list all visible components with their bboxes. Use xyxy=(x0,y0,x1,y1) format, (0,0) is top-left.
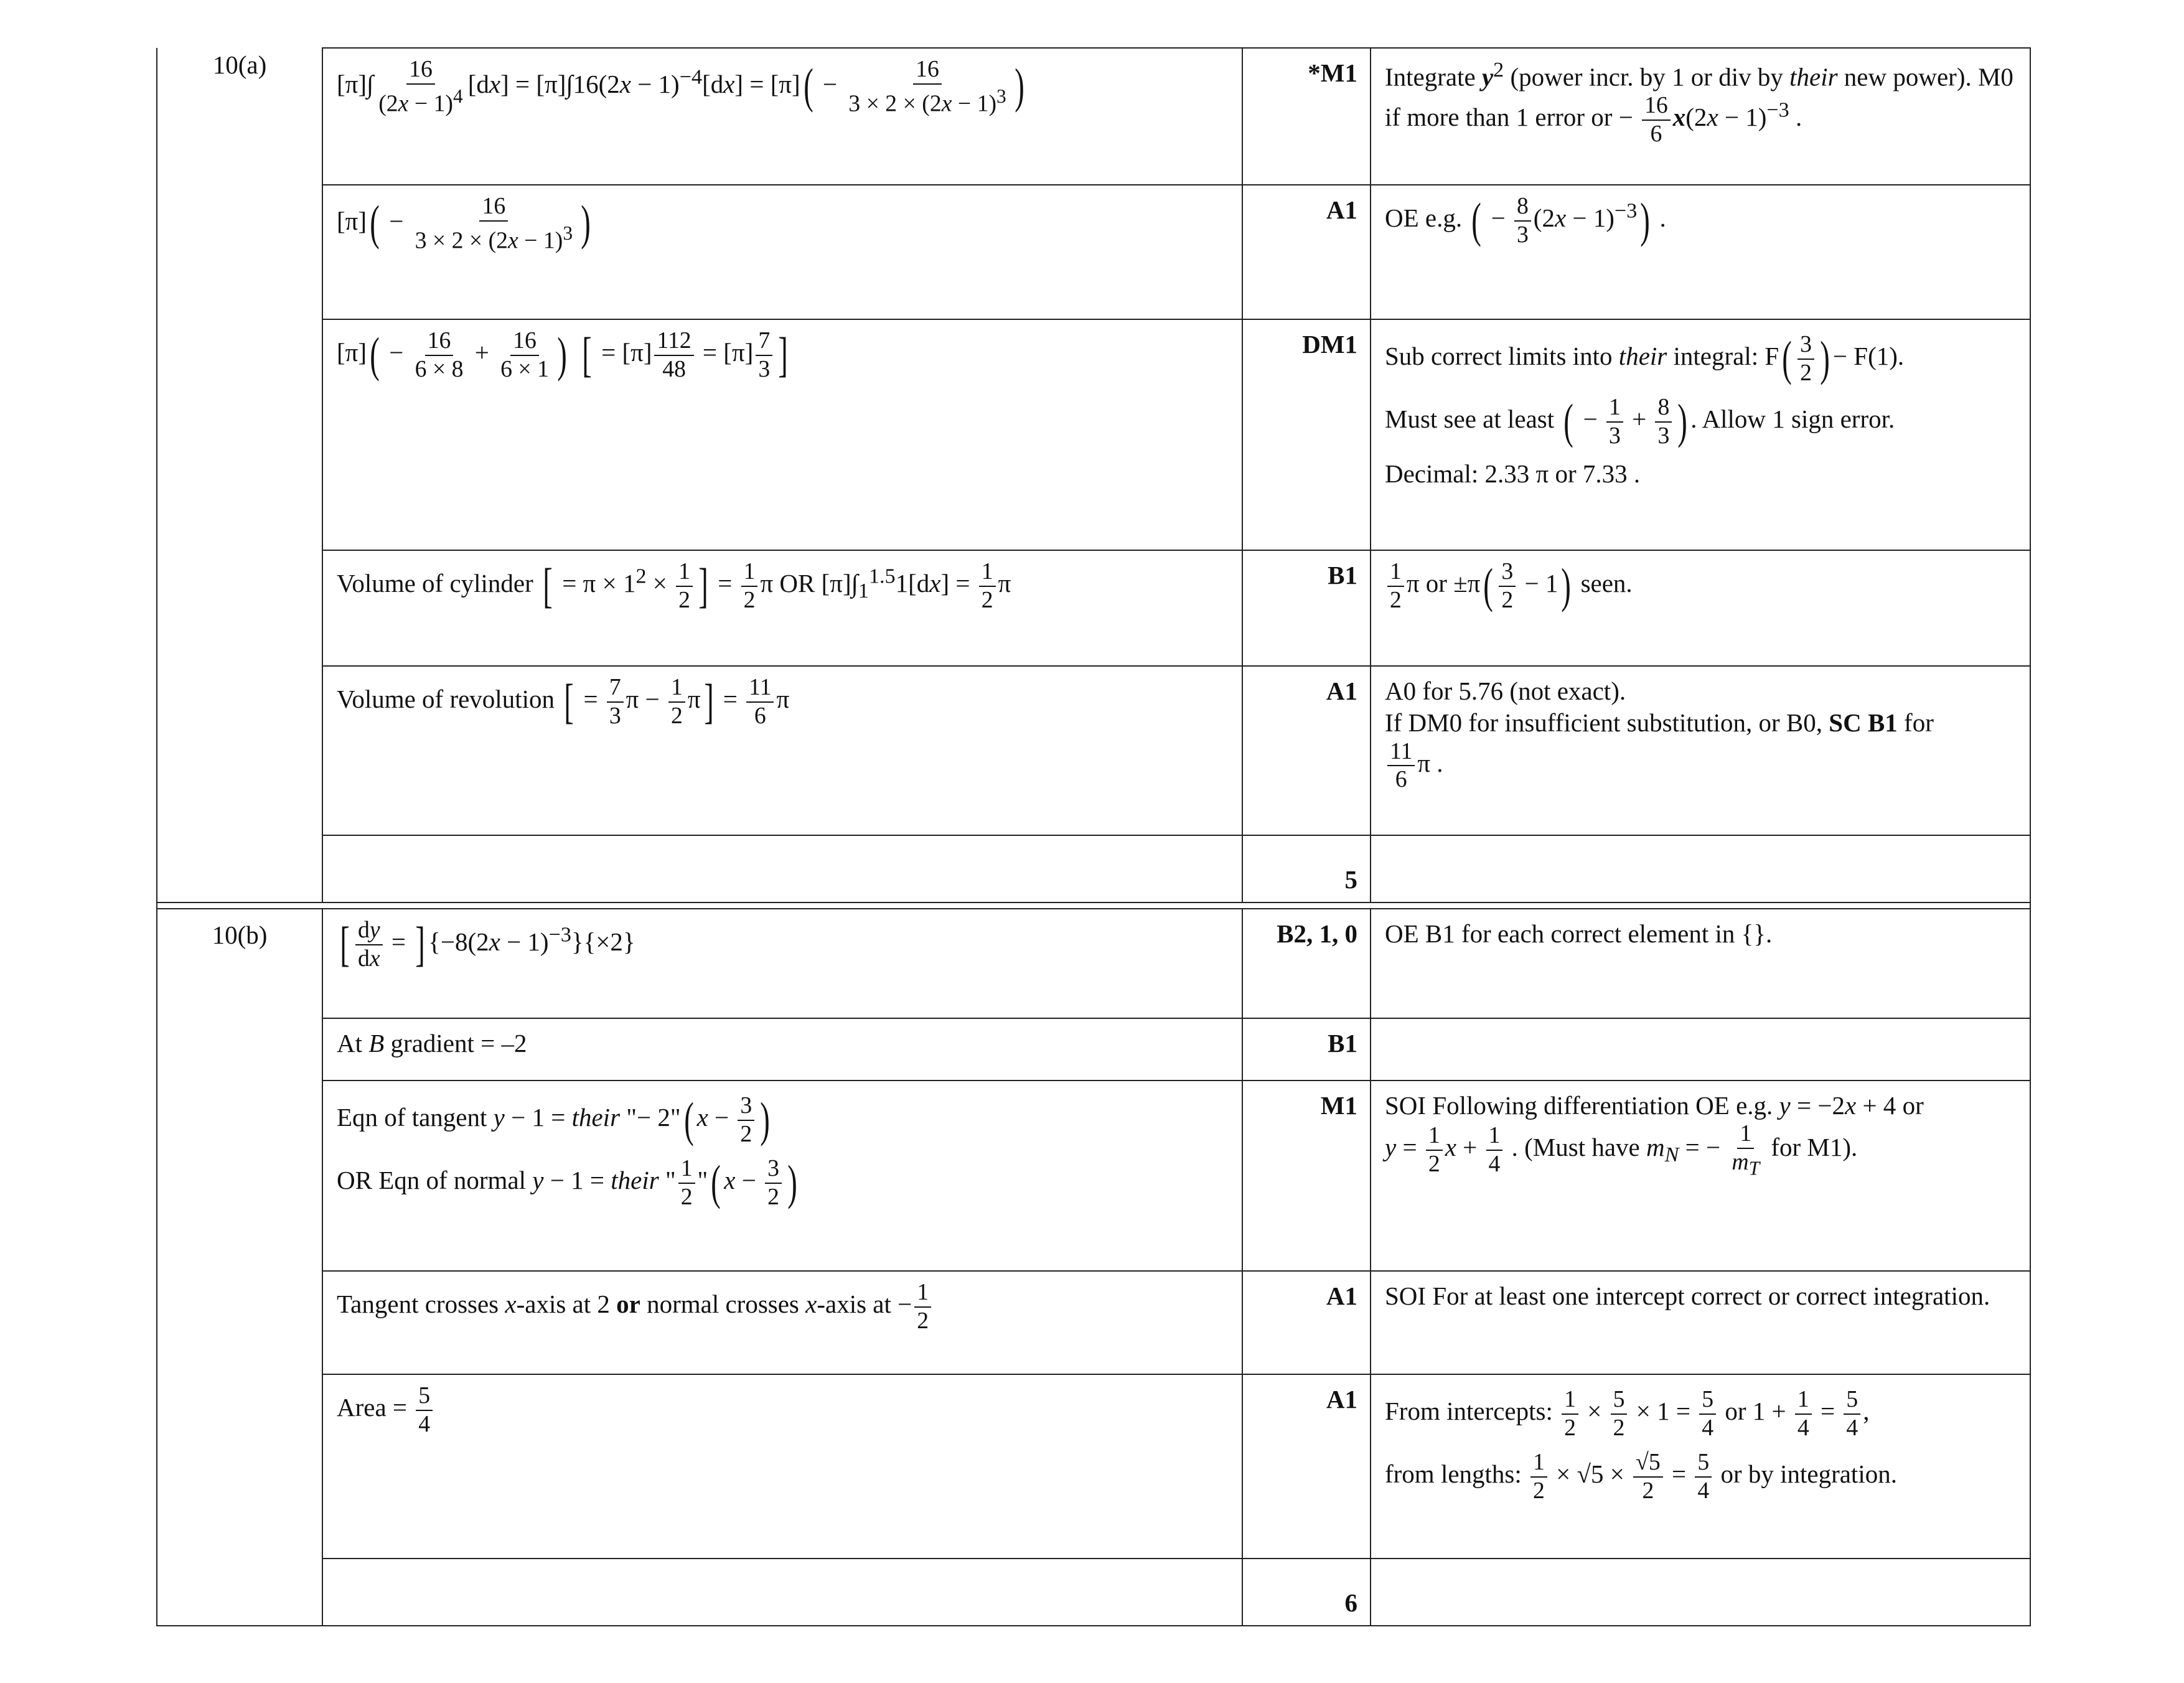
mark-cell: B2, 1, 0 xyxy=(1242,909,1371,1018)
guidance-cell: SOI For at least one intercept correct or correct integration. xyxy=(1371,1271,2030,1374)
math-expression: [π]∫ $\frac{16}{(2x - 1)^4}$ $[dx] = [\pi]\int 16(2x - 1)^{-4}[dx] = [\pi]$( − $\frac{16}{3 \times 2 \times (2x - 1)^3}$ ) xyxy=(337,56,1024,117)
answer-cell xyxy=(322,666,1242,835)
table-row xyxy=(157,1271,2030,1374)
guidance-cell xyxy=(1371,185,2030,319)
mark-cell: DM1 xyxy=(1242,319,1371,550)
mark-cell: A1 xyxy=(1242,1271,1371,1374)
table-row xyxy=(157,666,2030,835)
table-row xyxy=(157,1374,2030,1559)
guidance-line: from lengths: $\frac{1}{2}$ × √5 × $\frac{√5}{2}$ = $\frac{5}{4}$ or by integration. xyxy=(1385,1449,1897,1504)
mark-cell: B1 xyxy=(1242,550,1371,666)
mark-scheme-table xyxy=(156,47,2031,1626)
guidance-line: Must see at least ( − $\frac{1}{3}$ + $\frac{8}{3}$ ) . Allow 1 sign error. xyxy=(1385,394,1895,449)
guidance-cell xyxy=(1371,1374,2030,1559)
table-row xyxy=(157,550,2030,666)
answer-cell xyxy=(322,48,1242,185)
math-expression: [ = $\frac{7}{3}$ π − $\frac{1}{2}$ π] = $\frac{11}{6}$ π xyxy=(564,674,790,729)
guidance-text: seen. xyxy=(1580,569,1633,598)
answer-label: Volume of revolution xyxy=(337,685,555,713)
guidance-line: Decimal: 2.33 π or 7.33 . xyxy=(1385,459,1641,489)
math-expression: − $\frac{16}{6}$ $x(2x - 1)^{-3}$ . xyxy=(1618,91,1802,147)
guidance-cell xyxy=(1371,835,2030,902)
table-row xyxy=(157,1559,2030,1626)
answer-line: OR Eqn of normal y − 1 = their " $\frac{1}{2}$ "( x − $\frac{3}{2}$ ) xyxy=(337,1155,797,1210)
table-row xyxy=(157,185,2030,319)
total-mark-cell: 5 xyxy=(1242,835,1371,902)
guidance-line: y = $\frac{1}{2}$ x + $\frac{1}{4}$ . (Must have $m_N$ = − $\frac{1}{m_T}$ for M1). xyxy=(1385,1120,1858,1179)
guidance-cell xyxy=(1371,666,2030,835)
answer-cell xyxy=(322,550,1242,666)
math-expression: $\frac{1}{2}$ π or ±π( $\frac{3}{2}$ − 1) xyxy=(1385,569,1574,598)
table-row xyxy=(157,1018,2030,1081)
guidance-cell xyxy=(1371,550,2030,666)
math-expression: [ $\frac{dy}{dx}$ = ] $\{-8(2x - 1)^{-3}\}\{\times 2\}$ xyxy=(340,917,635,972)
guidance-cell: Integrate $y^2$ (power incr. by 1 or div by their new power). M0 if more than 1 error or − $\frac{16}{6}$ $x(2x - 1)^{-3}$ . xyxy=(1371,48,2030,185)
answer-cell: At B gradient = –2 xyxy=(322,1018,1242,1081)
math-expression: [π]( − $\frac{16}{3 \times 2 \times (2x - 1)^3}$ ) xyxy=(337,193,591,254)
answer-cell: Tangent crosses x-axis at 2 or normal crosses x-axis at − $\frac{1}{2}$ xyxy=(322,1271,1242,1374)
guidance-emphasis: their xyxy=(1789,62,1838,91)
guidance-line: If DM0 for insufficient substitution, or B0, SC B1 for xyxy=(1385,708,1934,738)
answer-cell xyxy=(322,185,1242,319)
guidance-cell xyxy=(1371,1559,2030,1626)
answer-cell xyxy=(322,1081,1242,1271)
table-row xyxy=(157,1081,2030,1271)
question-label: 10(a) xyxy=(212,50,267,79)
guidance-text: OE e.g. xyxy=(1385,204,1463,232)
math-expression: $\frac{11}{6}$ π . xyxy=(1385,749,1443,777)
guidance-line: A0 for 5.76 (not exact). xyxy=(1385,677,1626,705)
section-separator xyxy=(157,902,2030,909)
answer-cell xyxy=(322,835,1242,902)
answer-cell xyxy=(322,909,1242,1018)
math-expression: ( − $\frac{8}{3}$ $(2x - 1)^{-3}$) . xyxy=(1471,193,1666,248)
answer-cell xyxy=(322,319,1242,550)
math-expression: [ = $\pi \times 1^2$ × $\frac{1}{2}$ ] = $\frac{1}{2}$ π OR $[\pi]\int_1^{1.5}1[dx]$ = $\frac{1}{2}$ π xyxy=(543,558,1011,613)
answer-cell: Area = $\frac{5}{4}$ xyxy=(322,1374,1242,1559)
answer-label: Volume of cylinder xyxy=(337,569,533,598)
table-row xyxy=(157,48,2030,185)
mark-cell: A1 xyxy=(1242,666,1371,835)
mark-cell: A1 xyxy=(1242,1374,1371,1559)
guidance-text: (power incr. by 1 or div by xyxy=(1504,62,1790,91)
answer-line: Eqn of tangent y − 1 = their "− 2"( x − $\frac{3}{2}$ ) xyxy=(337,1092,771,1147)
guidance-line: SOI Following differentiation OE e.g. y = −2x + 4 or xyxy=(1385,1091,1924,1120)
mark-cell: B1 xyxy=(1242,1018,1371,1081)
table-row xyxy=(157,909,2030,1018)
guidance-variable: y xyxy=(1481,62,1494,91)
guidance-line: From intercepts: $\frac{1}{2}$ × $\frac{5}{2}$ × 1 = $\frac{5}{4}$ or 1 + $\frac{1}{4}$ = $\frac{5}{4}$ , xyxy=(1385,1386,1870,1441)
guidance-text: new power). M0 if more than 1 error or xyxy=(1385,62,2013,131)
guidance-text: Integrate xyxy=(1385,62,1482,91)
guidance-cell xyxy=(1371,1018,2030,1081)
guidance-cell xyxy=(1371,1081,2030,1271)
table-row xyxy=(157,835,2030,902)
math-expression: [π]( − $\frac{16}{6 \times 8}$ + $\frac{16}{6 \times 1}$ ) [ = [π] $\frac{112}{48}$ = [π] $\frac{7}{3}$ ] xyxy=(337,327,788,382)
guidance-cell xyxy=(1371,319,2030,550)
mark-cell: A1 xyxy=(1242,185,1371,319)
question-label: 10(b) xyxy=(212,921,268,949)
answer-cell xyxy=(322,1559,1242,1626)
mark-cell: *M1 xyxy=(1242,48,1371,185)
question-number-cell xyxy=(157,909,322,1626)
mark-cell: M1 xyxy=(1242,1081,1371,1271)
guidance-cell: OE B1 for each correct element in {}. xyxy=(1371,909,2030,1018)
total-mark-cell: 6 xyxy=(1242,1559,1371,1626)
table-row xyxy=(157,319,2030,550)
guidance-line: Sub correct limits into their integral: F( $\frac{3}{2}$ ) − F(1). xyxy=(1385,331,1905,386)
question-number-cell xyxy=(157,48,322,902)
